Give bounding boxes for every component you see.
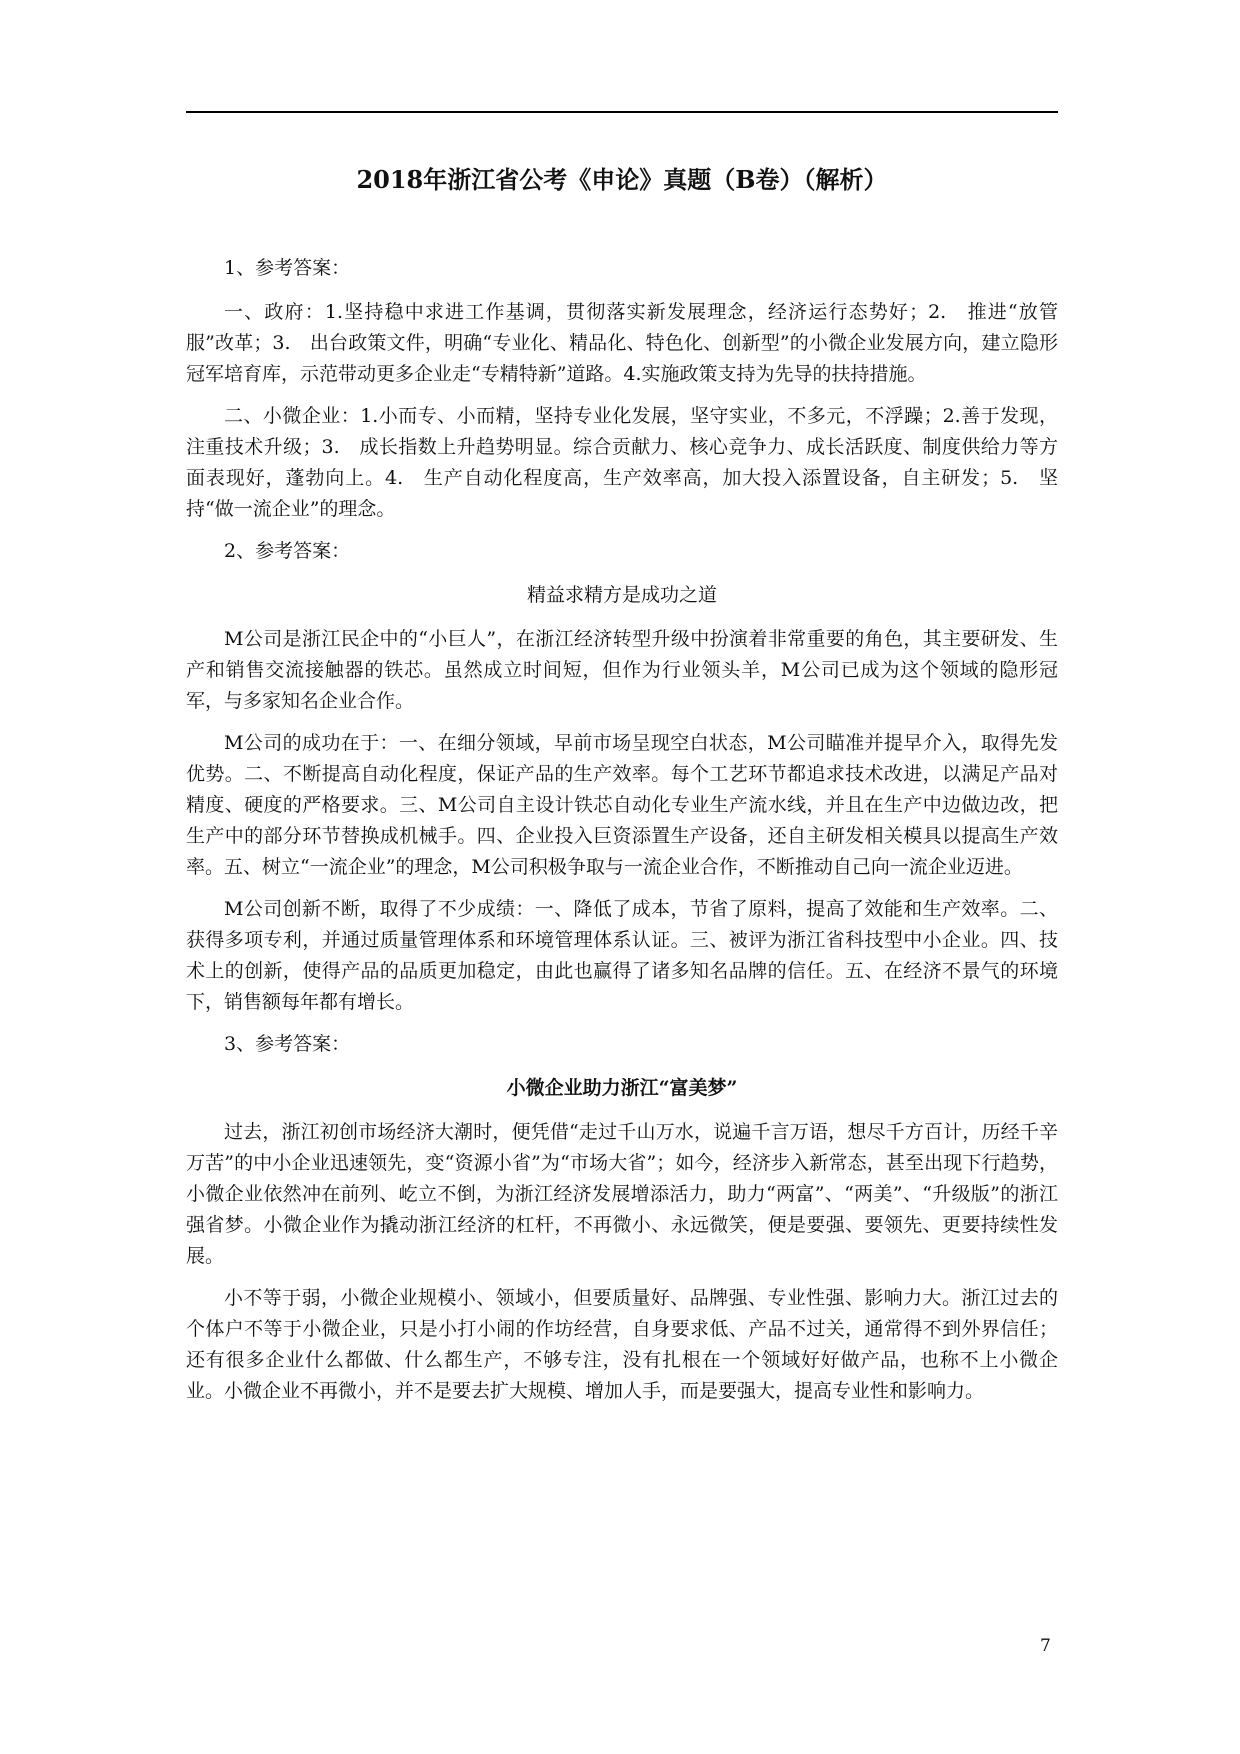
section-label: 1、参考答案： bbox=[224, 257, 351, 279]
section-label: 2、参考答案： bbox=[224, 540, 351, 562]
paragraph: M公司创新不断，取得了不少成绩：一、降低了成本，节省了原料，提高了效能和生产效率。二、获得多项专利，并通过质量管理体系和环境管理体系认证。三、被评为浙江省科技型中小企业。四、技术上的创新，使得产品的品质更加稳定，由此也赢得了诸多知名品牌的信任。五、在经济不景气的环境下，销售额每年都有增长。 bbox=[186, 898, 1058, 1013]
page-number: 7 bbox=[1040, 1636, 1051, 1656]
paragraph: M公司是浙江民企中的“小巨人”，在浙江经济转型升级中扮演着非常重要的角色，其主要研发、生产和销售交流接触器的铁芯。虽然成立时间短，但作为行业领头羊，M公司已成为这个领域的隐形冠军，与多家知名企业合作。 bbox=[186, 628, 1058, 712]
paragraph: M公司的成功在于：一、在细分领域，早前市场呈现空白状态，M公司瞄准并提早介入，取得先发优势。二、不断提高自动化程度，保证产品的生产效率。每个工艺环节都追求技术改进，以满足产品对精度、硬度的严格要求。三、M公司自主设计铁芯自动化专业生产流水线，并且在生产中边做边改，把生产中的部分环节替换成机械手。四、企业投入巨资添置生产设备，还自主研发相关模具以提高生产效率。五、树立“一流企业”的理念，M公司积极争取与一流企业合作，不断推动自己向一流企业迈进。 bbox=[186, 732, 1058, 878]
paragraph: 小不等于弱，小微企业规模小、领域小，但要质量好、品牌强、专业性强、影响力大。浙江过去的个体户不等于小微企业，只是小打小闹的作坊经营，自身要求低、产品不过关，通常得不到外界信任；还有很多企业什么都做、什么都生产，不够专注，没有扎根在一个领域好好做产品，也称不上小微企业。小微企业不再微小，并不是要去扩大规模、增加人手，而是要强大，提高专业性和影响力。 bbox=[186, 1287, 1058, 1402]
answer-section-1 bbox=[186, 253, 1058, 525]
paragraph: 一、政府：1.坚持稳中求进工作基调，贯彻落实新发展理念，经济运行态势好；2. 推进“放管服”改革；3. 出台政策文件，明确“专业化、精品化、特色化、创新型”的小微企业发展方向，建立隐形冠军培育库，示范带动更多企业走“专精特新”道路。4.实施政策支持为先导的扶持措施。 bbox=[186, 301, 1058, 385]
essay-title: 精益求精方是成功之道 bbox=[526, 584, 717, 606]
document-title: 2018年浙江省公考《申论》真题（B卷）（解析） bbox=[356, 165, 888, 194]
answer-section-2 bbox=[186, 536, 1058, 1018]
paragraph: 二、小微企业：1.小而专、小而精，坚持专业化发展，坚守实业，不多元，不浮躁；2.善于发现，注重技术升级；3. 成长指数上升趋势明显。综合贡献力、核心竞争力、成长活跃度、制度供给力等方面表现好，蓬勃向上。4. 生产自动化程度高，生产效率高，加大投入添置设备，自主研发；5. 坚持“做一流企业”的理念。 bbox=[186, 405, 1058, 520]
answer-section-3 bbox=[186, 1029, 1058, 1407]
document-body bbox=[186, 253, 1058, 1418]
section-label: 3、参考答案： bbox=[224, 1033, 351, 1055]
paragraph: 过去，浙江初创市场经济大潮时，便凭借“走过千山万水，说遍千言万语，想尽千方百计，历经千辛万苦”的中小企业迅速领先，变“资源小省”为“市场大省”；如今，经济步入新常态，甚至出现下行趋势，小微企业依然冲在前列、屹立不倒，为浙江经济发展增添活力，助力“两富”、“两美”、“升级版”的浙江强省梦。小微企业作为撬动浙江经济的杠杆，不再微小、永远微笑，便是要强、要领先、更要持续性发展。 bbox=[186, 1121, 1058, 1267]
header-rule bbox=[186, 111, 1058, 113]
essay-title: 小微企业助力浙江“富美梦” bbox=[506, 1077, 738, 1099]
